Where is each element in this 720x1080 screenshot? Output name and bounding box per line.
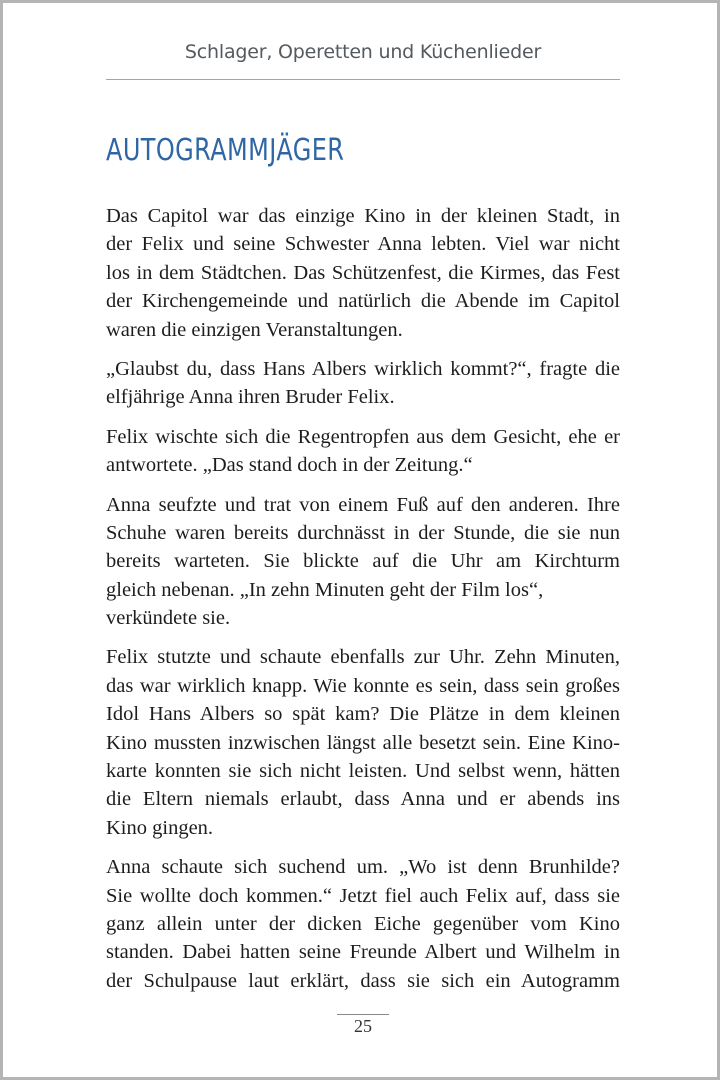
text-line: das war wirklich knapp. Wie konnte es sein, dass sein großes [106, 674, 620, 697]
text-line: Das Capitol war das einzige Kino in der kleinen Stadt, in [106, 205, 620, 227]
text-line: der Felix und seine Schwester Anna lebten. Viel war nicht [106, 233, 620, 256]
text-line: der Kirchengemeinde und natürlich die Abende im Capitol [106, 290, 620, 313]
text-line: standen. Dabei hatten seine Freunde Albert und Wilhelm in [106, 941, 620, 964]
text-line: Felix wischte sich die Regentropfen aus dem Gesicht, ehe er [106, 425, 620, 448]
text-line: elfjährige Anna ihren Bruder Felix. [106, 386, 395, 409]
text-line: bereits warteten. Sie blickte auf die Uhr am Kirchturm [106, 550, 620, 573]
header-divider [106, 79, 620, 80]
text-line: Sie wollte doch kommen.“ Jetzt fiel auch Felix auf, dass sie [106, 884, 620, 907]
text-line: Idol Hans Albers so spät kam? Die Plätze in dem kleinen [106, 703, 620, 726]
body-text [106, 202, 620, 1006]
text-line: verkündete sie. [106, 607, 231, 630]
text-line: karte konnten sie sich nicht leisten. Und selbst wenn, hätten [106, 760, 620, 783]
text-line: gleich nebenan. „In zehn Minuten geht der Film los“, [106, 578, 544, 601]
text-line: Felix stutzte und schaute ebenfalls zur Uhr. Zehn Minuten, [106, 646, 620, 669]
text-line: antwortete. „Das stand doch in der Zeitung.“ [106, 454, 473, 477]
paragraph-3 [106, 423, 620, 480]
text-line: Kino mussten inzwischen längst alle besetzt sein. Eine Kino- [106, 731, 620, 754]
text-line: ganz allein unter der dicken Eiche gegenüber vom Kino [106, 912, 620, 935]
text-line: die Eltern niemals erlaubt, dass Anna und er abends ins [106, 788, 620, 811]
text-line: Anna schaute sich suchend um. „Wo ist denn Brunhilde? [106, 856, 620, 879]
running-header: Schlager, Operetten und Küchenlieder [184, 41, 542, 63]
text-line: los in dem Städtchen. Das Schützenfest, die Kirmes, das Fest [106, 261, 620, 284]
text-line: Anna seufzte und trat von einem Fuß auf den anderen. Ihre [106, 493, 620, 516]
text-line: Kino gingen. [106, 816, 214, 839]
footer-divider [337, 1014, 389, 1015]
paragraph-2 [106, 355, 620, 412]
chapter-title: AUTOGRAMMJÄGER [106, 133, 345, 168]
text-line: Schuhe waren bereits durchnässt in der Stunde, die sie nun [106, 521, 620, 544]
paragraph-6 [106, 853, 620, 995]
paragraph-4 [106, 491, 620, 633]
page-number: 25 [354, 1016, 372, 1036]
text-line: „Glaubst du, dass Hans Albers wirklich kommt?“, fragte die [106, 357, 620, 380]
paragraph-5 [106, 643, 620, 842]
text-line: waren die einzigen Veranstaltungen. [106, 318, 403, 341]
paragraph-1 [106, 202, 620, 344]
text-line: der Schulpause laut erklärt, dass sie sich ein Autogramm [106, 969, 620, 992]
